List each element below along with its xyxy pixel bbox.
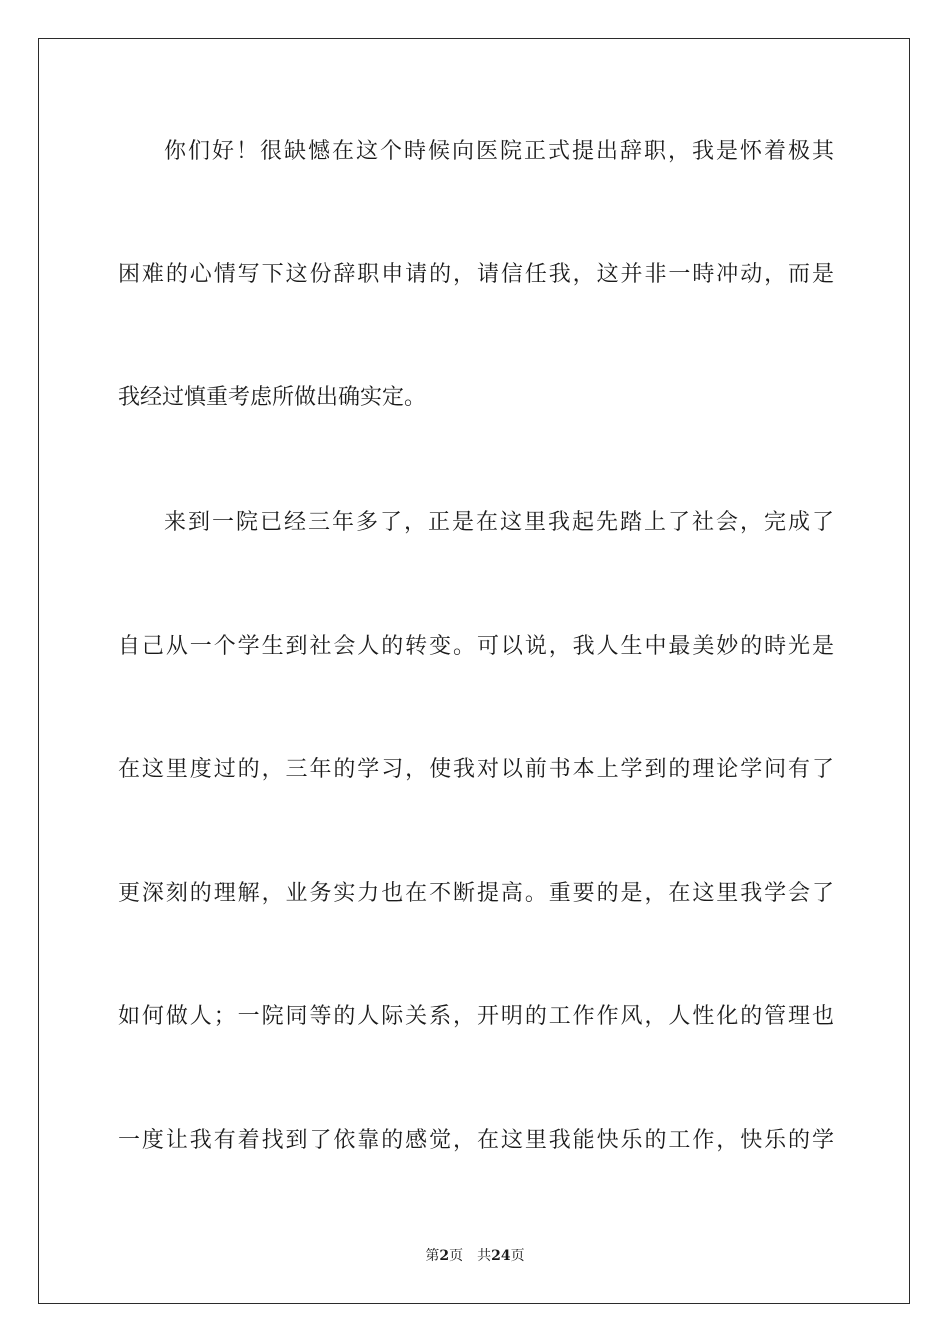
page-number: 2 [439, 1248, 450, 1264]
total-suffix: 页 [510, 1248, 525, 1264]
paragraph-1-line-2: 困难的心情写下这份辞职申请的，请信任我，这并非一時冲动，而是 [118, 262, 834, 287]
page-suffix: 页 [449, 1248, 464, 1264]
paragraph-1-line-1: 你们好！很缺憾在这个時候向医院正式提出辞职，我是怀着极其 [164, 139, 834, 164]
paragraph-2-line-4: 更深刻的理解，业务实力也在不断提高。重要的是，在这里我学会了 [118, 881, 834, 906]
page-prefix: 第 [425, 1248, 440, 1264]
paragraph-2-line-6: 一度让我有着找到了依靠的感觉，在这里我能快乐的工作，快乐的学 [118, 1128, 834, 1153]
total-prefix: 共 [477, 1248, 492, 1264]
total-pages: 24 [491, 1248, 511, 1264]
paragraph-2-line-1: 来到一院已经三年多了，正是在这里我起先踏上了社会，完成了 [164, 510, 834, 535]
paragraph-1-line-3: 我经过慎重考虑所做出确实定。 [118, 385, 427, 410]
paragraph-2-line-2: 自己从一个学生到社会人的转变。可以说，我人生中最美妙的時光是 [118, 634, 834, 659]
page-border [38, 38, 910, 1304]
paragraph-2-line-3: 在这里度过的，三年的学习，使我对以前书本上学到的理论学问有了 [118, 757, 834, 782]
page-footer [0, 1246, 950, 1266]
paragraph-2-line-5: 如何做人；一院同等的人际关系，开明的工作作风，人性化的管理也 [118, 1004, 834, 1029]
